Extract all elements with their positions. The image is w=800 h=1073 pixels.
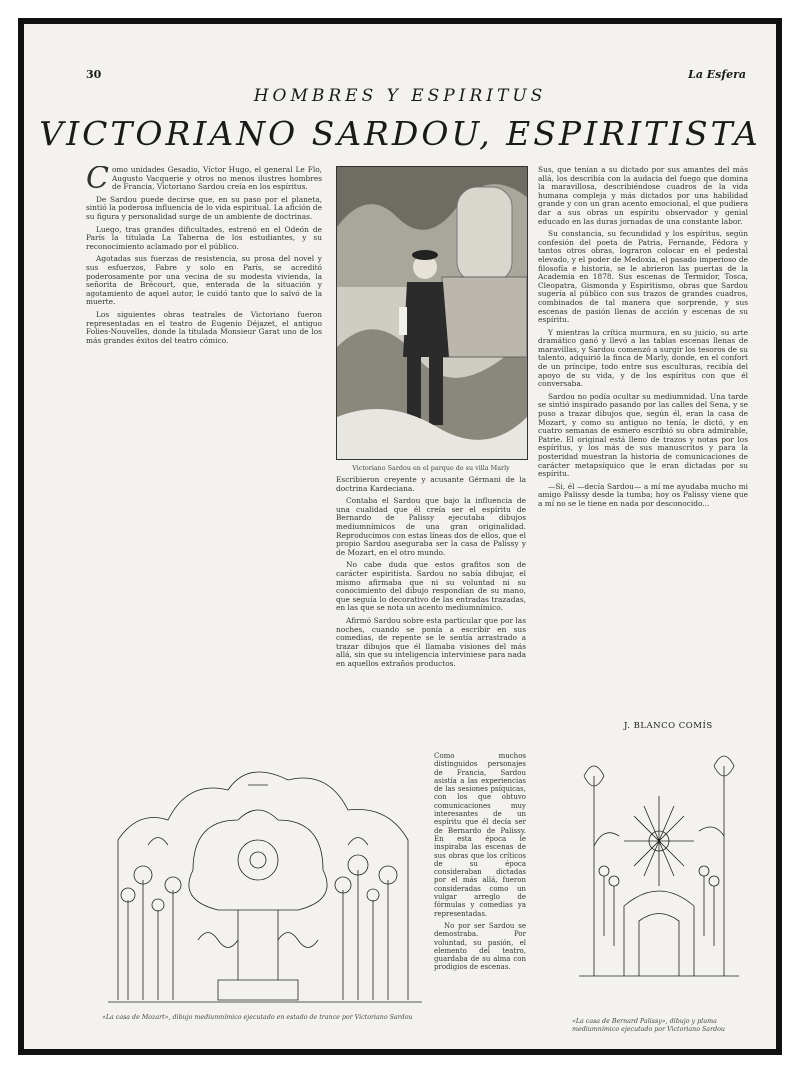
article-kicker: HOMBRES Y ESPIRITUS <box>253 86 547 106</box>
paragraph: Agotadas sus fuerzas de resistencia, su prosa del novel y sus esfuerzos, Fabre y solo en París, se acreditó poderosamente por una vecina de su modesta vivienda, la señorita de Brécourt, que, enterada de la situación y agotamiento de aquel autor, le cuidó tanto que lo salvó de la muerte. <box>86 254 322 307</box>
paragraph: Como unidades Gesadio, Víctor Hugo, el general Le Flo, Augusto Vacquerie y otros no menos ilustres hombres de Francia, Victoriano Sardou creía en los espíritus. <box>86 166 322 196</box>
article-column-2-narrow <box>434 752 526 1024</box>
photo-caption: Victoriano Sardou en el parque de su villa Marly <box>352 464 510 472</box>
paragraph: Afirmó Sardou sobre esta particular que por las noches, cuando se ponía a escribir en sus comedias, de repente se le sentía arrastrado a trazar dibujos que él llamaba visiones del más allá, sin que su inteligencia interviniese para nada en aquellos extraños productos. <box>336 615 526 668</box>
publication-name: La Esfera <box>688 68 746 81</box>
paragraph: De Sardou puede decirse que, en su paso por el planeta, sintió la poderosa influencia de lo vida espiritual. La afición de su figura y personalidad surge de un ambiente de doctrinas. <box>86 194 322 221</box>
drawing-illustration <box>98 750 432 1010</box>
paragraph: Su constancia, su fecundidad y los espíritus, según confesión del poeta de Patria, Fernande, Fédora y tantos otros obras, lograron colocar en el pedestal elevado, y el poder de Medoxia, el pasado imperioso de filosofía e historia, se le abrieron las puertas de la Academia en 1878. Sus escenas de Termidor, Tosca, Cleopatra, Gismonda y Espiritismo, obras que Sardou sugería al público con sus trazos de grandes cuadros, combinados de tal manera que sorprende, y sus escenas de pasión llenas de acción y escenas de su espíritu. <box>538 229 748 325</box>
sardou-photograph <box>336 166 528 460</box>
article-column-1 <box>86 166 322 744</box>
mozart-house-drawing <box>98 750 432 1010</box>
drawing2-caption: «La casa de Bernard Palissy», dibujo y pluma mediumnímico ejecutado por Victoriano Sardou <box>572 1018 725 1033</box>
paragraph: Luego, tras grandes dificultades, estrenó en el Odeón de París la titulada La Taberna de los estudiantes, y su reconocimiento aclamado por el público. <box>86 224 322 251</box>
paragraph: —Si, él —decía Sardou— a mí me ayudaba mucho mi amigo Palissy desde la tumba; hoy os Palissy viene que a mí no se le tiene en nada por desconocido... <box>538 481 748 508</box>
author-signature: J. BLANCO COMÍS <box>624 721 713 731</box>
drawing1-caption: «La casa de Mozart», dibujo mediumnímico ejecutado en estado de trance por Victoriano Sardou <box>102 1014 413 1021</box>
page-border <box>18 18 782 1055</box>
drop-cap: C <box>86 166 109 196</box>
paragraph: Sardou no podía ocultar su mediumnidad. Una tarde se sintió inspirado pasando por las calles del Sena, y se puso a trazar dibujos que, según él, eran la casa de Mozart, y como su antiguo no tenía, le dictó, y en cuatro semanas de esmero escribió su obra admirable, Patrie. El original está lleno de trazos y notas por los espíritus, y los más de sus manuscritos y para la posteridad muestran la historia de comunicaciones de carácter metapsíquico que le eran dictadas por su espíritu. <box>538 391 748 479</box>
paragraph: Los siguientes obras teatrales de Victoriano fueron representadas en el teatro de Eugenio Déjazet, el antiguo Folies-Nouvelles, donde la titulada Monsieur Garat uno de los más grandes éxitos del teatro cómico. <box>86 309 322 345</box>
palissy-house-drawing <box>564 736 754 981</box>
paragraph: Como muchos distinguidos personajes de Francia, Sardou asistía a las experiencias de las sesiones psíquicas, con los que obtuvo comunicaciones muy interesantes de un espíritu que él decía ser de Bernardo de Palissy. En esta época le inspiraba las escenas de sus obras que los críticos de su época consideraban dictadas por el más allá, fueron consideradas como un vulgar arreglo de fórmulas y comedias ya representadas. <box>434 752 526 918</box>
paragraph: Contaba el Sardou que bajo la influencia de una cualidad que él creía ser el espíritu de Bernardo de Palissy ejecutaba dibujos mediumnímicos de una gran originalidad. Reproducimos con estas líneas dos de ellos, que el propio Sardou aseguraba ser la casa de Palissy y de Mozart, en el otro mundo. <box>336 496 526 557</box>
article-column-2 <box>336 476 526 748</box>
article-column-3 <box>538 166 748 714</box>
paragraph: No por ser Sardou se demostraba. Por voluntad, su pasión, el elemento del teatro, guardaba de su alma con prodigios de escenas. <box>434 921 526 972</box>
article-title: VICTORIANO SARDOU, ESPIRITISTA <box>39 114 761 153</box>
drawing-illustration <box>564 736 754 981</box>
paragraph: No cabe duda que estos grafitos son de carácter espiritista. Sardou no sabía dibujar, el mismo afirmaba que ni su voluntad ni su conocimiento del dibujo respondían de su mano, que seguía lo decorativo de las entradas trazadas, en las que se nota un acento mediumnímico. <box>336 560 526 613</box>
page-number: 30 <box>86 68 102 81</box>
magazine-page <box>24 24 776 1049</box>
paragraph: Sus, que tenían a su dictado por sus amantes del más allá, los describía con la audacia del fuego que domina la maravillosa, describiéndose cuadros de la vida humana compleja y más dictados por una habilidad grande y con un gran acento emocional, el que pudiera dar a sus obras un espíritu observador y genial educado en las duras jornadas de una constante labor. <box>538 166 748 226</box>
paragraph: Escribieron creyente y acusante Gérmani de la doctrina Kardeciana. <box>336 476 526 493</box>
photo-illustration <box>337 167 527 459</box>
paragraph: Y mientras la crítica murmura, en su juicio, su arte dramático ganó y llevó a las tablas escenas llenas de maravillas, y Sardou comenzó a surgir los tesoros de su talento, adquirió la finca de Marly, donde, en el confort de un príncipe, todo entre sus esculturas, recibía del apoyo de su vida, y de los espíritus con que él conversaba. <box>538 327 748 389</box>
